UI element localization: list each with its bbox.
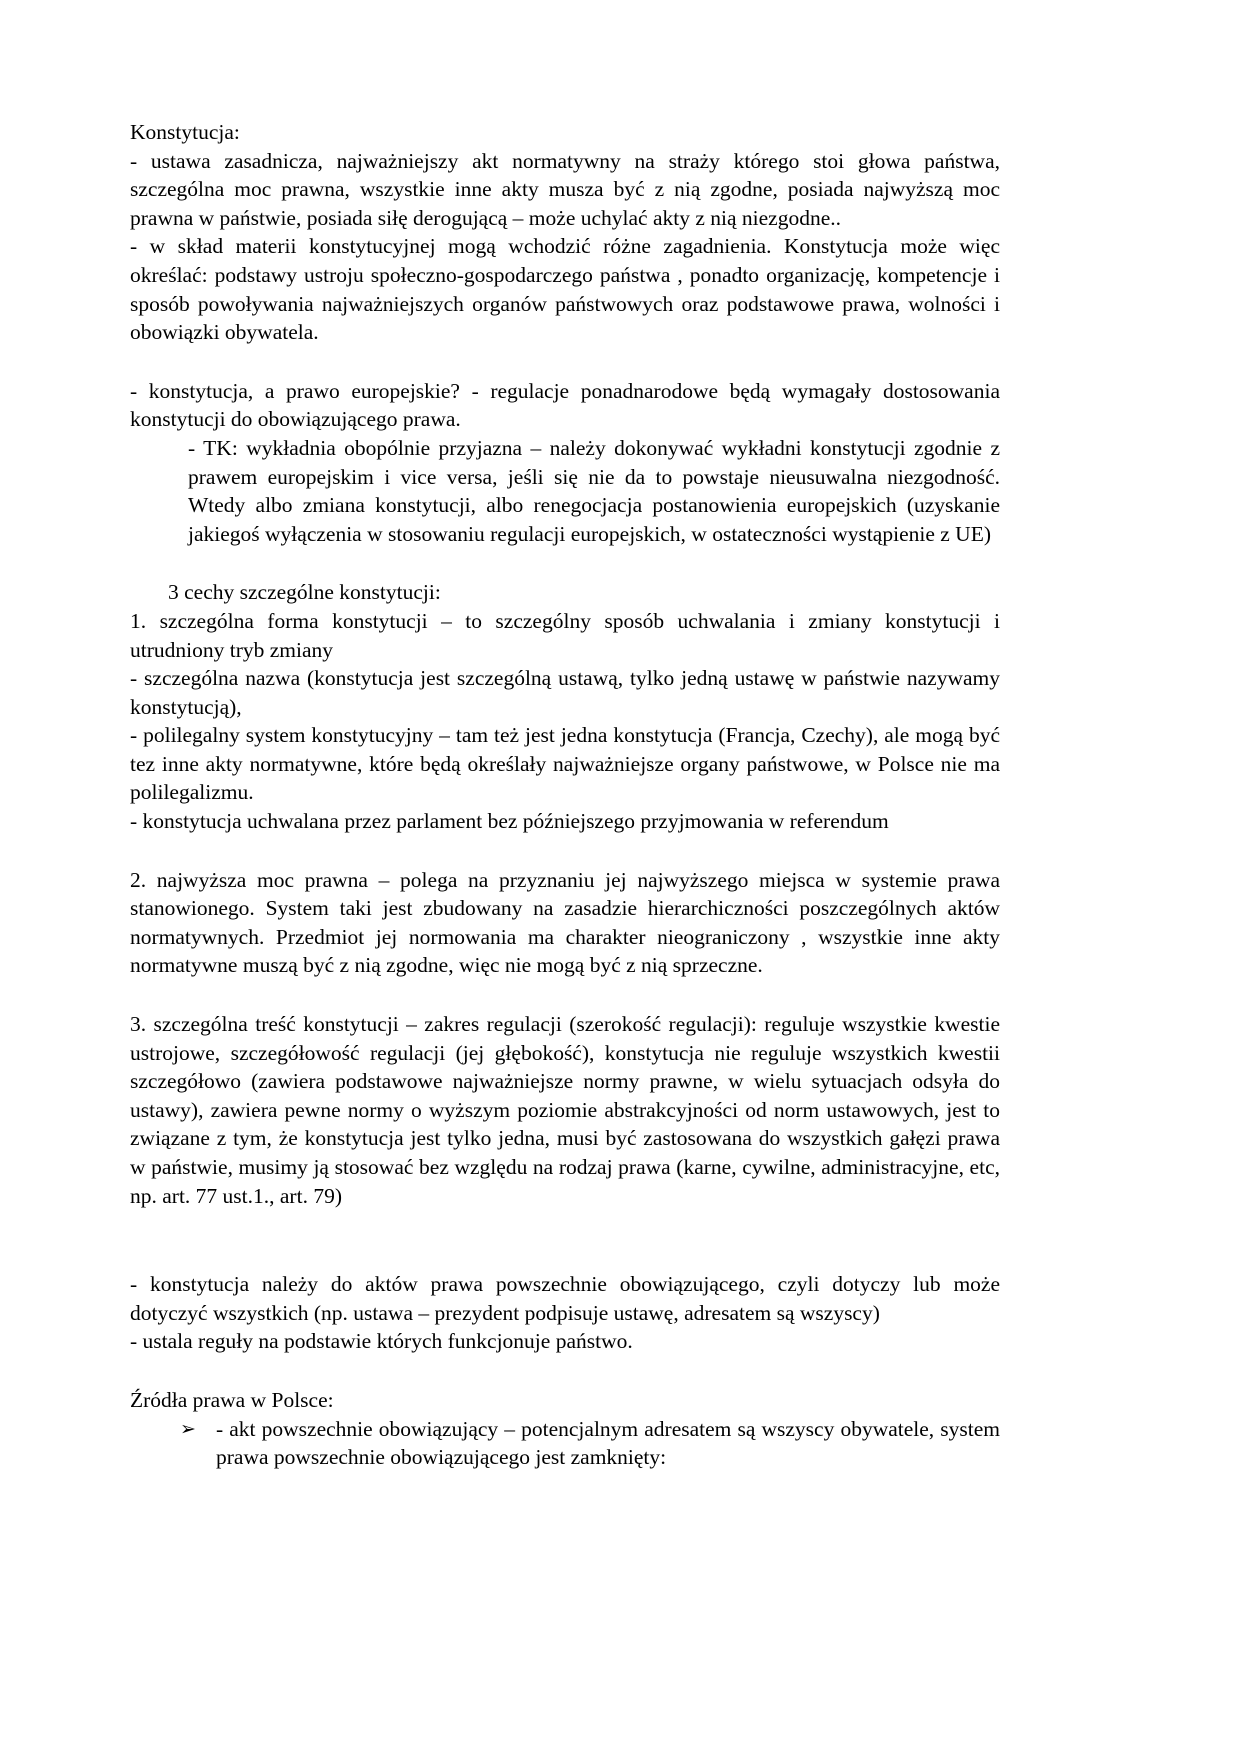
universal-paragraph-2: - ustala reguły na podstawie których funkcjonuje państwo. (130, 1329, 633, 1354)
intro-paragraph-2: - w skład materii konstytucyjnej mogą wchodzić różne zagadnienia. Konstytucja może więc określać: podstawy ustroju społeczno-gospodarczego państwa , ponadto organizację, kompetencje i sposób powoływania najważniejszych organów państwowych oraz podstawowe prawa, wolności i obowiązki obywatela. (130, 234, 1000, 345)
sources-bullet-text: - akt powszechnie obowiązujący – potencjalnym adresatem są wszyscy obywatele, system prawa powszechnie obowiązującego jest zamknięty: (216, 1416, 1000, 1470)
spacer (130, 347, 1000, 377)
europe-paragraph-2: - TK: wykładnia obopólnie przyjazna – należy dokonywać wykładni konstytucji zgodnie z prawem europejskim i vice versa, jeśli się nie da to powstaje nieusuwalna niezgodność. Wtedy albo zmiana konstytucji, albo renegocjacja postanowienia europejskich (uzyskanie jakiegoś wyłączenia w stosowaniu regulacji europejskich, w ostateczności wystąpienie z UE) (188, 435, 1000, 546)
spacer (130, 548, 1000, 578)
spacer (130, 1210, 1000, 1270)
page-title: Konstytucja: (130, 120, 240, 144)
feature-2: 2. najwyższa moc prawna – polega na przyznaniu jej najwyższego miejsca w systemie prawa stanowionego. System taki jest zbudowany na zasadzie hierarchiczności poszczególnych aktów normatywnych. Przedmiot jej normowania ma charakter nieograniczony , wszystkie inne akty normatywne muszą być z nią zgodne, więc nie mogą być z nią sprzeczne. (130, 867, 1000, 978)
feature-1-sub-1: - szczególna nazwa (konstytucja jest szczególną ustawą, tylko jedną ustawę w państwie nazywamy konstytucją), (130, 666, 1000, 719)
arrowhead-bullet-icon: ➢ (180, 1417, 196, 1440)
list-item (130, 1415, 1000, 1472)
feature-1-title: 1. szczególna forma konstytucji – to szczególny sposób uchwalania i zmiany konstytucji i utrudniony tryb zmiany (130, 608, 1000, 662)
intro-paragraph-1: - ustawa zasadnicza, najważniejszy akt normatywny na straży którego stoi głowa państwa, szczególna moc prawna, wszystkie inne akty musza być z nią zgodne, posiada najwyższą moc prawna w państwie, posiada siłę derogującą – może uchylać akty z nią niezgodne.. (130, 148, 1000, 230)
feature-1-sub-3: - konstytucja uchwalana przez parlament bez późniejszego przyjmowania w referendum (130, 809, 889, 834)
sources-heading: Źródła prawa w Polsce: (130, 1387, 334, 1412)
feature-3: 3. szczególna treść konstytucji – zakres regulacji (szerokość regulacji): reguluje wszystkie kwestie ustrojowe, szczegółowość regulacji (jej głębokość), konstytucja nie reguluje wszystkich kwestii szczegółowo (zawiera podstawowe najważniejsze normy prawne, w wielu sytuacjach odsyła do ustawy), zawiera pewne normy o wyższym poziomie abstrakcyjności od norm ustawowych, jest to związane z tym, że konstytucja jest tylko jedna, musi być zastosowana do wszystkich gałęzi prawa w państwie, musimy ją stosować bez względu na rodzaj prawa (karne, cywilne, administracyjne, etc, np. art. 77 ust.1., art. 79) (130, 1012, 1000, 1208)
europe-paragraph-1: - konstytucja, a prawo europejskie? - regulacje ponadnarodowe będą wymagały dostosowania konstytucji do obowiązującego prawa. (130, 378, 1000, 432)
spacer (130, 980, 1000, 1010)
features-heading: 3 cechy szczególne konstytucji: (168, 580, 441, 605)
spacer (130, 1356, 1000, 1386)
document-body (130, 118, 1000, 1472)
universal-paragraph-1: - konstytucja należy do aktów prawa powszechnie obowiązującego, czyli dotyczy lub może dotyczyć wszystkich (np. ustawa – prezydent podpisuje ustawę, adresatem są wszyscy) (130, 1272, 1000, 1325)
feature-1-sub-2: - polilegalny system konstytucyjny – tam też jest jedna konstytucja (Francja, Czechy), ale mogą być tez inne akty normatywne, które będą określały najważniejsze organy państwowe, w Polsce nie ma polilegalizmu. (130, 723, 1000, 805)
spacer (130, 836, 1000, 866)
